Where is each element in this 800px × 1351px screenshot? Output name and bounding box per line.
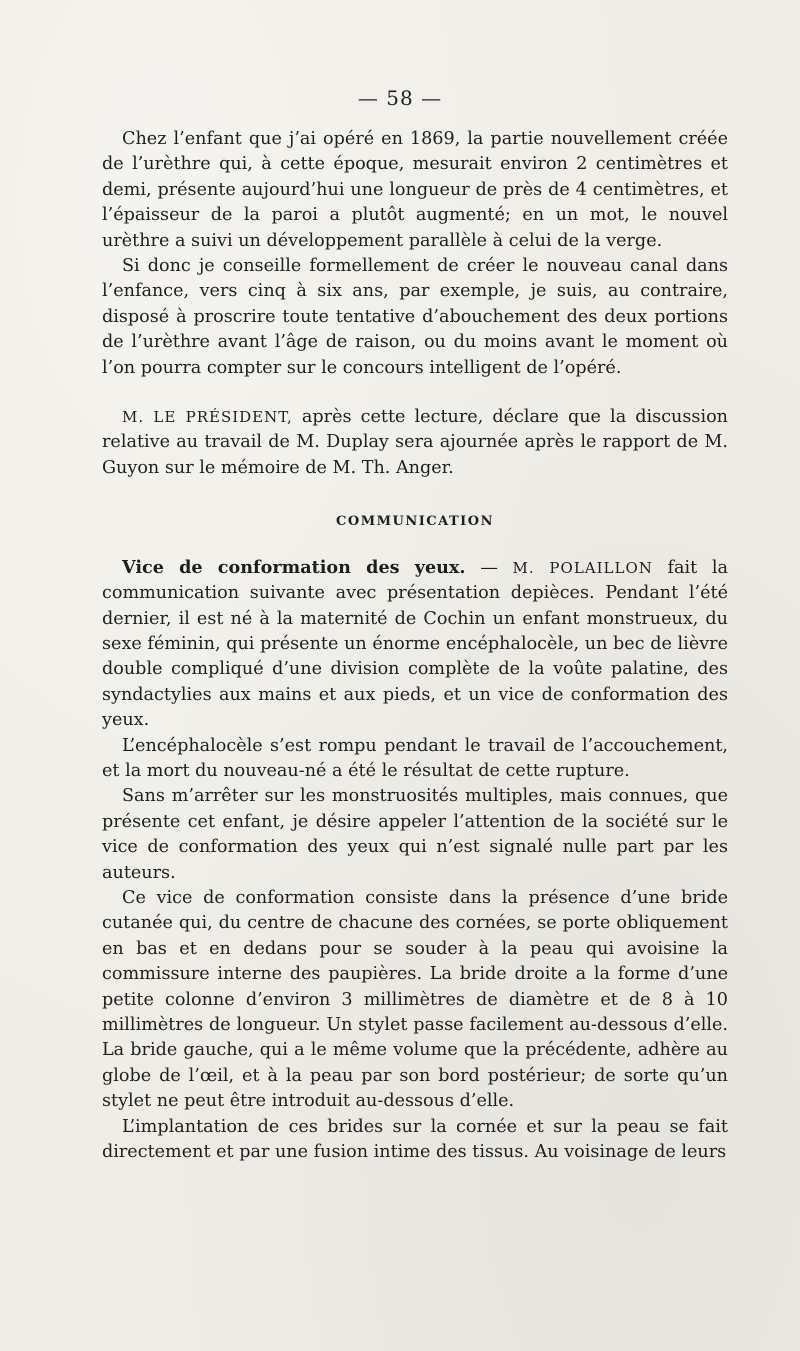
communication-subject-title: Vice de conformation des yeux.: [122, 556, 466, 578]
paragraph-attention: Sans m’arrêter sur les monstruosités multiples, mais connues, que présente cet enfant, je désire appeler l’attention de la société sur le vice de conformation des yeux qui n’est signalé nulle part par les auteurs.: [102, 786, 728, 883]
communication-dash: —: [465, 557, 513, 578]
paragraph-communication-intro: [102, 555, 728, 734]
page-body: [102, 127, 728, 1165]
speaker-polaillon: M. POLAILLON: [512, 558, 653, 577]
paragraph-implantation: L’implantation de ces brides sur la cornée et sur la peau se fait directement et par une fusion intime des tissus. Au voisinage de leurs: [102, 1116, 728, 1163]
page-number-header: — 58 —: [357, 86, 443, 110]
paragraph-president-remark: [102, 405, 728, 481]
president-remark-text: après cette lecture, déclare que la discussion relative au travail de M. Duplay sera ajournée après le rapport de M. Guyon sur le mémoire de M. Th. Anger.: [102, 407, 728, 478]
paragraph-description: Ce vice de conformation consiste dans la présence d’une bride cutanée qui, du centre de chacune des cornées, se porte obliquement en bas et en dedans pour se souder à la peau qui avoisine la commissure interne des paupières. La bride droite a la forme d’une petite colonne d’environ 3 millimètres de diamètre et de 8 à 10 millimètres de longueur. Un stylet passe facilement au-dessous d’elle. La bride gauche, qui a le même volume que la précédente, adhère au globe de l’œil, et à la peau par son bord postérieur; de sorte qu’un stylet ne peut être introduit au-dessous d’elle.: [102, 887, 728, 1112]
communication-intro-text: fait la communication suivante avec présentation depièces. Pendant l’été dernier, il est né à la maternité de Cochin un enfant monstrueux, du sexe féminin, qui présente un énorme encéphalocèle, un bec de lièvre double compliqué d’une division complète de la voûte palatine, des syndactylies aux mains et aux pieds, et un vice de conformation des yeux.: [102, 557, 729, 731]
speaker-president: M. LE PRÉSIDENT,: [122, 408, 293, 427]
paragraph-encephalocele: L’encéphalocèle s’est rompu pendant le travail de l’accouchement, et la mort du nouveau-né a été le résultat de cette rupture.: [102, 735, 728, 781]
paragraph-urethra-growth: Chez l’enfant que j’ai opéré en 1869, la partie nouvellement créée de l’urèthre qui, à cette époque, mesurait environ 2 centimètres et demi, présente aujourd’hui une longueur de près de 4 centimètres, et l’épaisseur de la paroi a plutôt augmenté; en un mot, le nouvel urèthre a suivi un développement parallèle à celui de la verge.: [102, 129, 728, 251]
paragraph-recommendation: Si donc je conseille formellement de créer le nouveau canal dans l’enfance, vers cinq à six ans, par exemple, je suis, au contraire, disposé à proscrire toute tentative d’abouchement des deux portions de l’urèthre avant l’âge de raison, ou du moins avant le moment où l’on pourra compter sur le concours intelligent de l’opéré.: [102, 256, 728, 378]
section-title-communication: COMMUNICATION: [336, 514, 494, 530]
